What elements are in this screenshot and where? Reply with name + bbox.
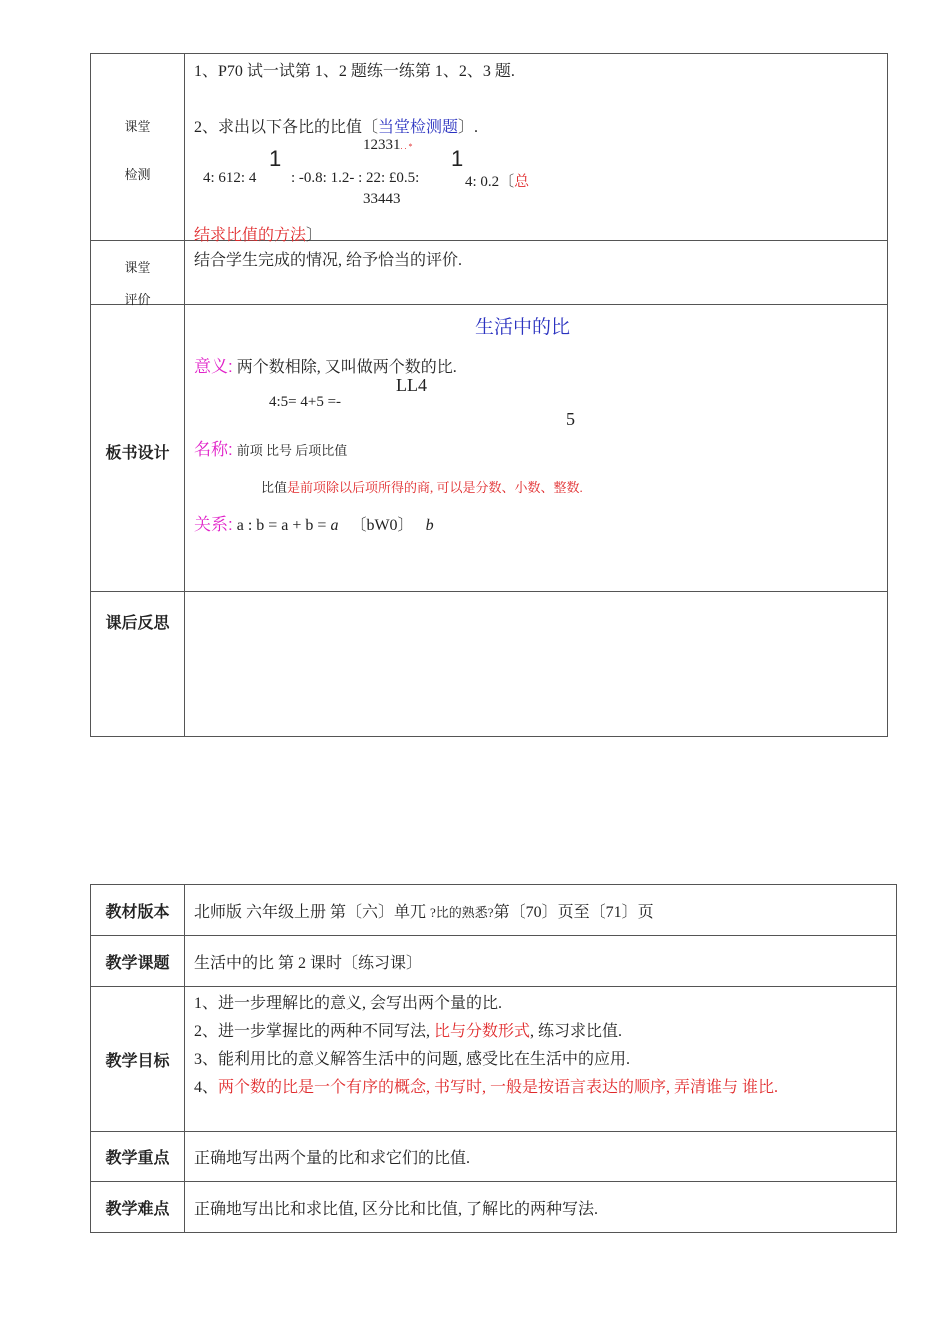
row-label: 教学重点 [91,1132,185,1182]
summary-red: 结求比值的方法 [194,227,307,244]
ratios-end [465,170,529,191]
big-one-b: 1 [451,146,464,171]
row-lesson-topic [91,936,897,987]
tiny-marks: . . * [400,142,413,151]
goal-1: 1、进一步理解比的意义, 会写出两个量的比. [194,995,503,1012]
reflection-content [185,592,888,737]
row-label: 教学难点 [91,1182,185,1233]
textbook-version-text-a: 北师版 六年级上册 第〔六〕单兀 [194,903,431,921]
row-label: 教学课题 [91,936,185,987]
reflection-label: 课后反思 [105,615,170,632]
goal-2-a: 2、进一步掌握比的两种不同写法, [194,1023,435,1040]
goal-4-red: 两个数的比是一个有序的概念, 书写时, 一般是按语言表达的顺序, 弄清谁与 谁比. [218,1079,779,1096]
name-label: 名称: [194,440,233,459]
label-line-1: 课堂 [124,260,151,275]
relation-condition: 〔bW0〕 [350,517,414,534]
row-class-test [91,54,888,241]
label-line-2: 检测 [124,167,151,182]
numerators [363,137,413,154]
board-design-content [185,305,888,592]
ratio-value-red: 是前项除以后项所得的商, 可以是分数、小数、整数. [287,480,583,495]
row-label-reflection [91,592,185,737]
goal-4-a: 4、 [194,1079,219,1096]
goal-3: 3、能利用比的意义解答生活中的问题, 感受比在生活中的应用. [194,1051,631,1068]
row-label: 教学目标 [91,987,185,1132]
textbook-version-content [185,885,897,936]
name-text: 前项 比号 后项比值 [236,443,348,458]
goal-2-red: 比与分数形式 [434,1023,531,1040]
ratios-end-red: 总 [514,174,530,190]
row-label: 教材版本 [91,885,185,936]
textbook-version-text-b: 第〔70〕页至〔71〕页 [493,903,654,921]
relation-label: 关系: [194,515,233,534]
ratio-value-line [261,477,583,496]
row-difficulty [91,1182,897,1233]
ll4-text: LL4 [396,375,427,395]
class-test-content [185,54,888,244]
meaning-text: 两个数相除, 又叫做两个数的比. [236,359,457,376]
label-line-2: 评价 [124,292,151,307]
name-line [194,435,347,460]
relation-line [194,510,434,535]
lesson-table-bottom [90,884,897,1233]
row-teaching-goals [91,987,897,1132]
row-reflection [91,592,888,737]
ratios-main: 4: 612: 4 [203,170,257,186]
evaluation-text: 结合学生完成的情况, 给予恰当的评价. [194,252,463,269]
ratios-mid: : -0.8: 1.2- : 22: £0.5: [291,170,420,186]
big-one-a: 1 [269,146,282,171]
test-item-1: 1、P70 试一试第 1、2 题练一练第 1、2、3 题. [194,63,515,80]
ratios-end-text: 4: 0.2〔 [465,174,515,190]
goal-2 [194,1018,896,1046]
test-item-2 [194,114,478,137]
key-point-text: 正确地写出两个量的比和求它们的比值. [185,1132,897,1182]
numerators-text: 12331 [363,137,401,153]
ratio-value-black: 比值 [261,480,288,495]
test-item-2-suffix: 〕. [458,119,479,136]
board-heading: 生活中的比 [475,317,571,338]
equation-denominator: 5 [566,409,575,429]
summary-end: 〕 [306,227,323,244]
textbook-version-title: ?比的熟悉? [430,904,494,920]
test-item-2-prefix: 2、求出以下各比的比值〔 [194,119,379,136]
relation-text: a : b = a + b = [236,517,331,534]
row-label-board-design [91,305,185,592]
denominators: 33443 [363,191,401,207]
relation-a: a [330,517,339,534]
board-design-label: 板书设计 [105,445,170,462]
goal-4 [194,1074,896,1102]
difficulty-text: 正确地写出比和求比值, 区分比和比值, 了解比的两种写法. [185,1182,897,1233]
meaning-line [194,352,457,377]
meaning-label: 意义: [194,357,233,376]
row-board-design [91,305,888,592]
teaching-goals-content [185,987,897,1132]
label-line-1: 课堂 [124,119,151,134]
row-key-point [91,1132,897,1182]
row-textbook-version [91,885,897,936]
ratio-equation: 4:5= 4+5 =- [269,394,342,410]
lesson-table-top [90,53,888,737]
goal-2-b: , 练习求比值. [530,1023,623,1040]
test-item-2-highlight: 当堂检测题 [378,119,459,136]
row-label-class-evaluation [91,241,185,305]
relation-b: b [425,517,434,534]
lesson-topic-text: 生活中的比 第 2 课时〔练习课〕 [185,936,897,987]
row-label-class-test [91,54,185,241]
class-evaluation-content [185,241,888,305]
row-class-evaluation [91,241,888,305]
